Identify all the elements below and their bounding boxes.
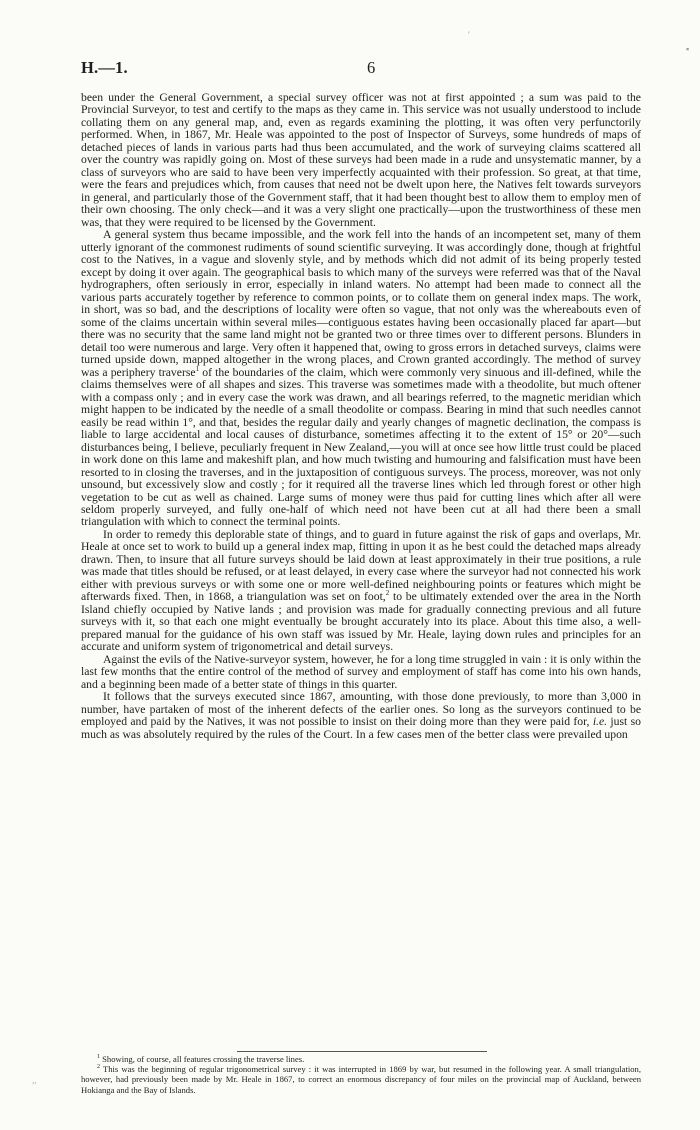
footnote-ref-1: 1 xyxy=(195,364,200,373)
footnote-1-marker: 1 xyxy=(97,1054,100,1061)
footnote-ref-2: 2 xyxy=(385,589,390,598)
footnote-2-text: This was the beginning of regular trigonometrical survey : it was interrupted in 1869 by war, but resumed in the following year. A small triangulation, however, had previously been made by Mr. Heale in 1867, to correct an enormous discrepancy of four miles on the provincial map of Auckland, between Hokianga and the Bay of Islands. xyxy=(81,1064,642,1095)
paragraph-5-text-a: It follows that the surveys executed since 1867, amounting, with those done previously, to more than 3,000 in number, have partaken of most of the inherent defects of the earlier ones. So long as the surveyors continued to be employed and paid by the Natives, it was not possible to insist on their doing more than they were paid for, xyxy=(81,690,641,729)
page-number: 6 xyxy=(367,58,376,77)
paragraph-2-text-b: of the boundaries of the claim, which were commonly very sinuous and ill-defined, while the claims themselves were of all shapes and sizes. This traverse was sometimes made with a theodolite, but much oftener with a compass only ; and in every case the work was drawn, and all bearings referred, to the magnetic meridian which might happen to be indicated by the needle of a small theodolite or compass. Bearing in mind that such needles cannot easily be read within 1°, and that, besides the regular daily and yearly changes of magnetic declination, the compass is liable to large accidental and local causes of disturbance, sometimes affecting it to the extent of 15° or 20°—such disturbances being, I believe, peculiarly frequent in New Zealand,—you will at once see how little trust could be placed in work done on this lame and makeshift plan, and how much twisting and humouring and falsification must have been resorted to in closing the traverses, and in the juxtaposition of contiguous surveys. The process, moreover, was not only unsound, but excessively slow and costly ; for it required all the traverse lines which led through forest or other high vegetation to be cut as well as chained. Large sums of money were thus paid for cutting lines which after all were seldom properly surveyed, and fully one-half of which need not have been cut at all had there been a small triangulation with which to connect the terminal points. xyxy=(81,365,641,529)
document-reference: H.—1. xyxy=(81,58,128,77)
paragraph-2 xyxy=(81,229,641,529)
paragraph-3-text-b: to be ultimately extended over the area in the North Island chiefly occupied by Native lands ; and provision was made for gradually connecting previous and all future surveys with it, so that each one might eventually be brought accurately into its place. About this time also, a well-prepared manual for the guidance of his own staff was issued by Mr. Heale, laying down rules and principles for an accurate and uniform system of trigonometrical and detail surveys. xyxy=(81,590,641,654)
body-text xyxy=(81,92,641,741)
footnote-1-text: Showing, of course, all features crossing the traverse lines. xyxy=(102,1054,305,1064)
footnotes xyxy=(81,1054,641,1095)
paragraph-5-italic: i.e. xyxy=(592,715,608,729)
footnote-rule xyxy=(237,1051,487,1052)
paragraph-5 xyxy=(81,691,641,741)
paragraph-3-text-a: In order to remedy this deplorable state of things, and to guard in future against the risk of gaps and overlaps, Mr. Heale at once set to work to build up a general index map, fitting in upon it as he best could the detached maps already drawn. Then, to insure that all future surveys should be laid down at least approximately in their true positions, a rule was made that titles should be refused, or at least delayed, in every case where the surveyor had not connected his work either with previous surveys or with some one or more well-defined neighbouring points or features which might be afterwards fixed. Then, in 1868, a triangulation was set on foot, xyxy=(81,527,641,604)
page-header xyxy=(81,58,641,80)
footnote-2 xyxy=(81,1064,641,1095)
paragraph-5-text-b: just so much as was absolutely required by the rules of the Court. In a few cases men of the better class were prevailed upon xyxy=(81,715,641,741)
footnote-1 xyxy=(81,1054,641,1064)
paragraph-4: Against the evils of the Native-surveyor system, however, he for a long time struggled in vain : it is only within the last few months that the entire control of the method of survey and employment of staff has come into his own hands, and a beginning been made of a better state of things in this quarter. xyxy=(81,652,641,691)
page-mark-edge: ▪ xyxy=(686,44,690,54)
page-mark-top: ′ xyxy=(468,30,470,40)
paragraph-3 xyxy=(81,529,641,654)
paragraph-2-text-a: A general system thus became impossible, and the work fell into the hands of an incompetent set, many of them utterly ignorant of the commonest rudiments of sound scientific surveying. It was accordingly done, though at frightful cost to the Natives, in a vague and slovenly style, and by methods which did not admit of its being properly tested except by doing it over again. The geographical basis to which many of the surveys were referred was that of the Naval hydrographers, often seriously in error, especially in inland waters. No attempt had been made to connect all the various parts accurately together by reference to common points, or to collate them on general index maps. The work, in short, was so bad, and the descriptions of locality were often so vague, that not only was the whereabouts even of some of the claims uncertain within several miles—contiguous estates having been occasionally placed far apart—but there was no security that the same land might not be granted two or three times over to different persons. Blunders in detail too were numerous and large. Very often it happened that, owing to gross errors in detached surveys, claims were turned upside down, mapped altogether in the wrong places, and Crown granted accordingly. The method of survey was a periphery traverse xyxy=(81,228,641,379)
footnote-2-marker: 2 xyxy=(97,1064,100,1071)
page-mark-side: ,, xyxy=(32,1075,37,1085)
paragraph-1: been under the General Government, a special survey officer was not at first appointed ; a sum was paid to the Provincial Surveyor, to test and certify to the maps as they came in. This service was not usually understood to include collating them on any general map, and, even as regards examining the plotting, it was often very perfunctorily performed. When, in 1867, Mr. Heale was appointed to the post of Inspector of Surveys, some hundreds of maps of detached pieces of lands in various parts had thus been accumulated, and the work of surveying claims scattered all over the country was rapidly going on. Most of these surveys had been made in a rude and unsystematic manner, by a class of surveyors who are said to have been very imperfectly acquainted with their profession. So great, at that time, were the fears and prejudices which, from causes that need not be dwelt upon here, the Natives felt towards surveyors in general, and particularly those of the Government staff, that it had been thought best to allow them to employ men of their own choosing. The only check—and it was a very slight one practically—upon the trustworthiness of these men was, that they were required to be licensed by the Government. xyxy=(81,91,641,229)
